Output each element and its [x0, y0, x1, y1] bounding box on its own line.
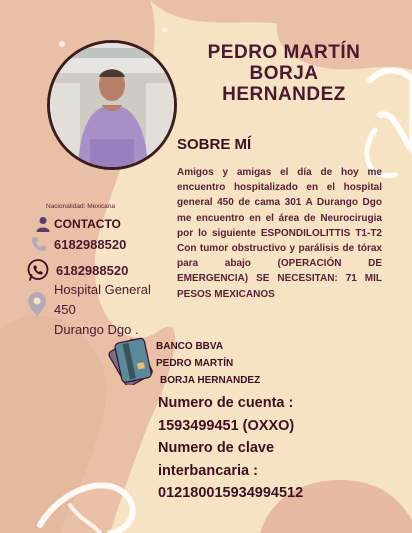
address	[54, 280, 151, 340]
about-title: SOBRE MÍ	[177, 136, 252, 153]
address-line: Durango Dgo .	[54, 322, 139, 337]
bank-line: BORJA HERNANDEZ	[160, 375, 261, 386]
nationality-text: Nacionalidad: Mexicana	[46, 203, 116, 210]
phone-number[interactable]: 6182988520	[54, 236, 127, 252]
person-name	[196, 42, 372, 105]
name-line: HERNANDEZ	[222, 84, 346, 105]
address-line: Hospital General	[54, 282, 151, 297]
bank-line: BANCO BBVA	[156, 341, 224, 352]
address-line: 450	[54, 302, 76, 317]
whatsapp-row[interactable]	[26, 258, 128, 282]
phone-icon	[30, 235, 48, 253]
clabe-number[interactable]: 012180015934994512	[158, 485, 304, 501]
account-details	[158, 392, 303, 505]
bank-line: PEDRO MARTÍN	[156, 358, 234, 369]
credit-cards-icon	[104, 335, 156, 390]
location-pin-icon	[28, 292, 46, 321]
contact-heading	[34, 215, 121, 233]
bank-info	[156, 338, 260, 389]
name-line: BORJA	[249, 63, 319, 84]
patient-photo-illustration	[50, 43, 174, 167]
about-text: Amigos y amigas el día de hoy me encuentro hospitalizado en el hospital general 450 de cama 301 A Durango Dgo me encuentro en el área de Neurocirugia por lo siguiente ESPONDILOLITTIS T1-T2 Con tumor obstructivo y parálisis de tórax para abajo (OPERACIÓN DE EMERGENCIA) SE NECESITAN: 71 MIL PESOS MEXICANOS	[177, 167, 382, 300]
name-line: PEDRO MARTÍN	[207, 42, 361, 63]
contact-title: CONTACTO	[54, 217, 121, 231]
account-number[interactable]: 1593499451 (OXXO)	[158, 417, 295, 434]
profile-photo	[47, 40, 177, 170]
account-label: Numero de cuenta :	[158, 395, 294, 411]
whatsapp-icon	[26, 258, 50, 282]
clabe-label-cont: interbancaria :	[158, 462, 258, 479]
person-icon	[34, 215, 52, 233]
clabe-label: Numero de clave	[158, 440, 275, 456]
phone-row[interactable]	[30, 235, 126, 253]
whatsapp-number[interactable]: 6182988520	[56, 262, 129, 278]
